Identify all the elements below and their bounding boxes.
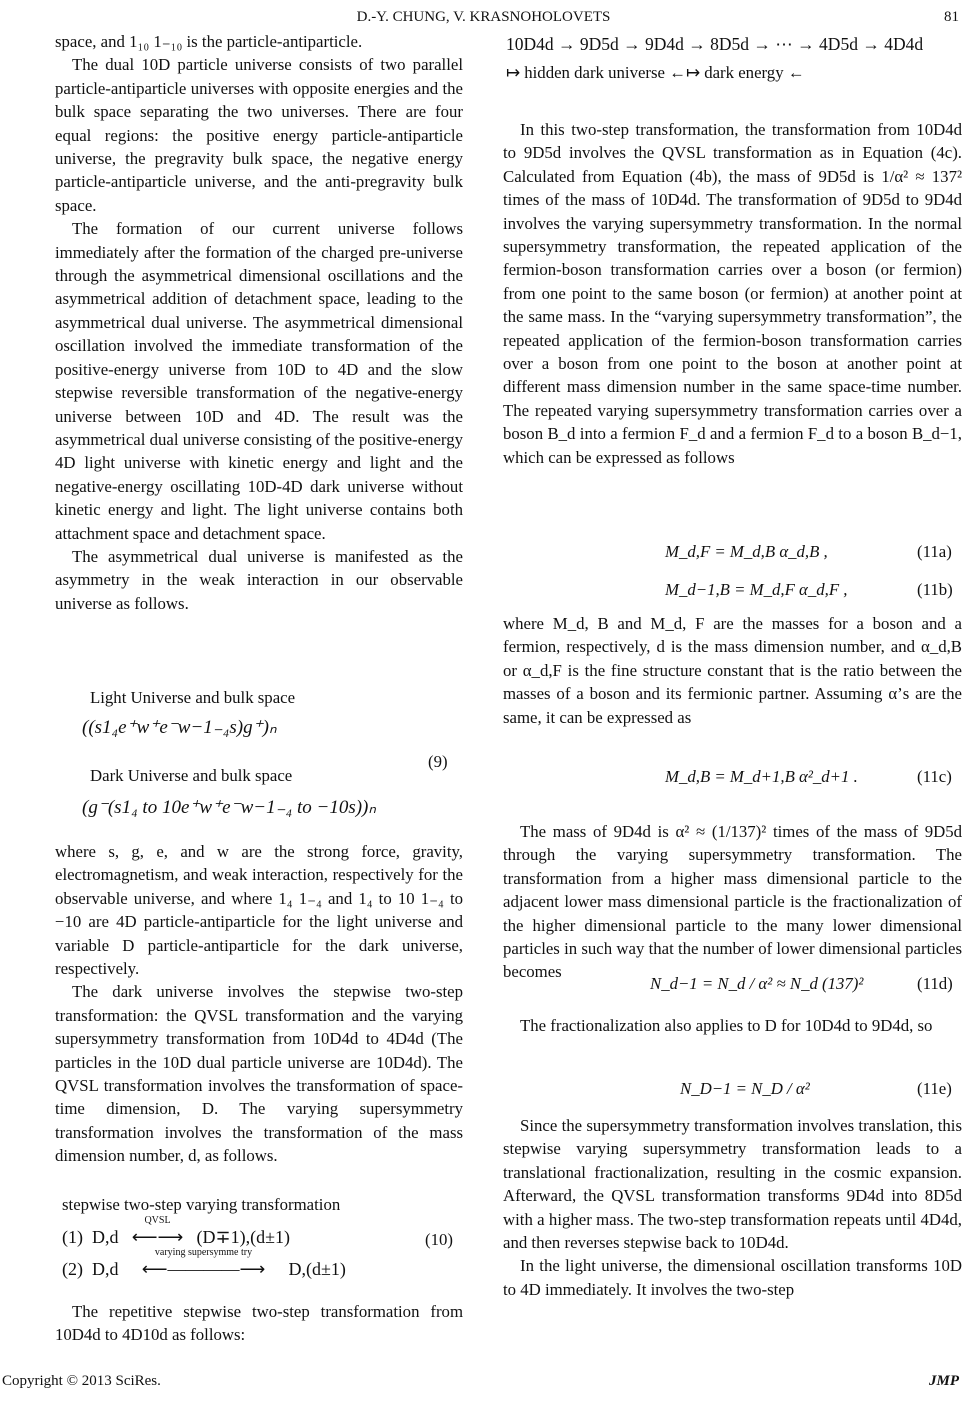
paragraph: The mass of 9D4d is α² ≈ (1/137)² times of the mass of 9D5d through the varying supersymmetry transformation. The transformation from a higher mass dimensional particle to the adjacent lower mass dimensional particle is the fractionalization of the higher dimensional particle to the many lower dimensional particles in such way that the number of lower dimensional particles becomes [503,822,962,982]
equation-expr: ((s1₄e⁺w⁺e⁻w−1₋₄s)g⁺)ₙ [82,717,277,738]
arrow-label: varying supersymme try [154,1247,253,1258]
arrow-label: QVSL [144,1215,171,1226]
paragraph: The repetitive stepwise two-step transformation from 10D4d to 4D10d as follows: [55,1302,463,1345]
equation-label: Dark Universe and bulk space [90,766,293,785]
equation-number: (11e) [917,1079,952,1098]
paragraph: where M_d, B and M_d, F are the masses for a boson and a fermion, respectively, d is the mass dimension number, and α_d,B or α_d,F is the fine structure constant that is the ratio between the masses of a boson and its fermionic partner. Assuming α’s are the same, it can be expressed as [503,614,962,727]
left-column-lower [55,840,463,1168]
equation-11d: N_d−1 = N_d / α² ≈ N_d (137)² [650,974,864,993]
equation-label: stepwise two-step varying transformation [62,1195,341,1214]
paragraph: The formation of our current universe follows immediately after the formation of the charged pre-universe through the asymmetrical dimensional oscillations and the asymmetrical addition of detachment space, leading to the asymmetrical dual universe. The asymmetrical dimensional oscillation involved the immediate transformation of the positive-energy universe from 10D to 4D and the slow stepwise reversible transformation of the negative-energy universe between 10D and 4D. The result was the asymmetrical dual universe consisting of the positive-energy 4D light universe with kinetic energy and light and the negative-energy oscillating 10D-4D dark universe without kinetic energy and light. The light universe contains both attachment space and detachment space. [55,219,463,543]
equation-label: Light Universe and bulk space [90,688,296,707]
row-number: (2) [62,1259,83,1279]
transformation-chain: 10D4d → 9D5d → 9D4d → 8D5d → ⋯ → 4D5d → 4D4d [506,34,924,54]
row-number: (1) [62,1227,83,1247]
paragraph: The asymmetrical dual universe is manifested as the asymmetry in the weak interaction in our observable universe as follows. [55,546,463,613]
equation-number: (9) [428,752,448,771]
equation-number: (11b) [917,580,953,599]
right-column [503,820,962,984]
paragraph: The fractionalization also applies to D for 10D4d to 9D4d, so [520,1016,933,1035]
rhs: (D∓1),(d±1) [196,1227,290,1247]
equation-row [62,1247,346,1281]
right-column [503,1114,962,1301]
equation-row [62,1215,290,1249]
right-column [503,118,962,469]
equation-number: (11c) [917,767,952,786]
equation-number: (11d) [917,974,953,993]
double-arrow-icon: QVSL ⟵⟶ [119,1226,197,1249]
lhs: D,d [92,1259,119,1279]
lhs: D,d [92,1227,119,1247]
equation-11b: M_d−1,B = M_d,F α_d,F , [665,580,848,599]
paragraph: space, and 1₁₀ 1₋₁₀ is the particle-antiparticle. [55,32,363,51]
paragraph: where s, g, e, and w are the strong force, gravity, electromagnetism, and weak interaction, respectively for the observable universe, and where 1₄ 1₋₄ and 1₄ to 10 1₋₄ to −10 are 4D particle-antiparticle for the light universe and variable D particle-antiparticle for the dark universe, respectively. [55,842,463,979]
transformation-chain: ↦ hidden dark universe ←↦ dark energy ← [506,63,805,82]
equation-11a: M_d,F = M_d,B α_d,B , [665,542,828,561]
paragraph: Since the supersymmetry transformation involves translation, this stepwise varying supersymmetry transformation leads to a translational fractionalization, resulting in the cosmic expansion. Afterward, the QVSL transformation transforms 9D4d into 8D5d with a higher mass. The two-step transformation repeats until 4D4d, and then reverses stepwise back to 10D4d. [503,1116,962,1253]
right-column [503,1014,962,1037]
paragraph: In the light universe, the dimensional oscillation transforms 10D to 4D immediately. It involves the two-step [503,1256,962,1299]
equation-11c: M_d,B = M_d+1,B α²_d+1 . [665,767,858,786]
left-column-end [55,1300,463,1347]
paragraph: The dark universe involves the stepwise two-step transformation: the QVSL transformation and the varying supersymmetry transformation from 10D4d to 4D4d (The particles in the 10D dual particle universe are 10D4d). The QVSL transformation involves the transformation of space-time dimension, D. The varying supersymmetry transformation involves the transformation of the mass dimension number, d, as follows. [55,982,463,1166]
copyright: Copyright © 2013 SciRes. [2,1373,161,1389]
page-number: 81 [944,9,959,25]
paragraph: The dual 10D particle universe consists of two parallel particle-antiparticle universes with opposite energies and the bulk space separating the two universes. There are four equal regions: the positive energy particle-antiparticle universe, the pregravity bulk space, the negative energy particle-antiparticle universe, and the anti-pregravity bulk space. [55,55,463,215]
right-column [503,612,962,729]
running-header: D.-Y. CHUNG, V. KRASNOHOLOVETS [356,9,611,25]
double-arrow-icon: varying supersymme try ⟵――――⟶ [119,1258,289,1281]
left-column [55,30,463,615]
equation-11e: N_D−1 = N_D / α² [680,1079,810,1098]
rhs: D,(d±1) [288,1259,346,1279]
journal-name: JMP [929,1373,959,1389]
equation-expr: (g⁻(s1₄ to 10e⁺w⁺e⁻w−1₋₄ to −10s))ₙ [82,797,376,818]
equation-number: (10) [425,1230,453,1249]
equation-number: (11a) [917,542,952,561]
paragraph: In this two-step transformation, the transformation from 10D4d to 9D5d involves the QVSL transformation as in Equation (4c). Calculated from Equation (4b), the mass of 9D5d is 1/α² ≈ 137² times of the mass of 10D4d. The transformation of 9D5d to 9D4d involves the varying supersymmetry transformation. In the normal supersymmetry transformation, the repeated application of the fermion-boson transformation carries over a boson (or fermion) from one point to the same boson (or fermion) at another point at the same mass. In the “varying supersymmetry transformation”, the repeated application of the fermion-boson transformation carries over a boson from one point to the boson at another point at different mass dimension number in the same space-time number. The repeated varying supersymmetry transformation carries over a boson B_d into a fermion F_d and a fermion F_d to a boson B_d−1, which can be expressed as follows [503,120,962,467]
